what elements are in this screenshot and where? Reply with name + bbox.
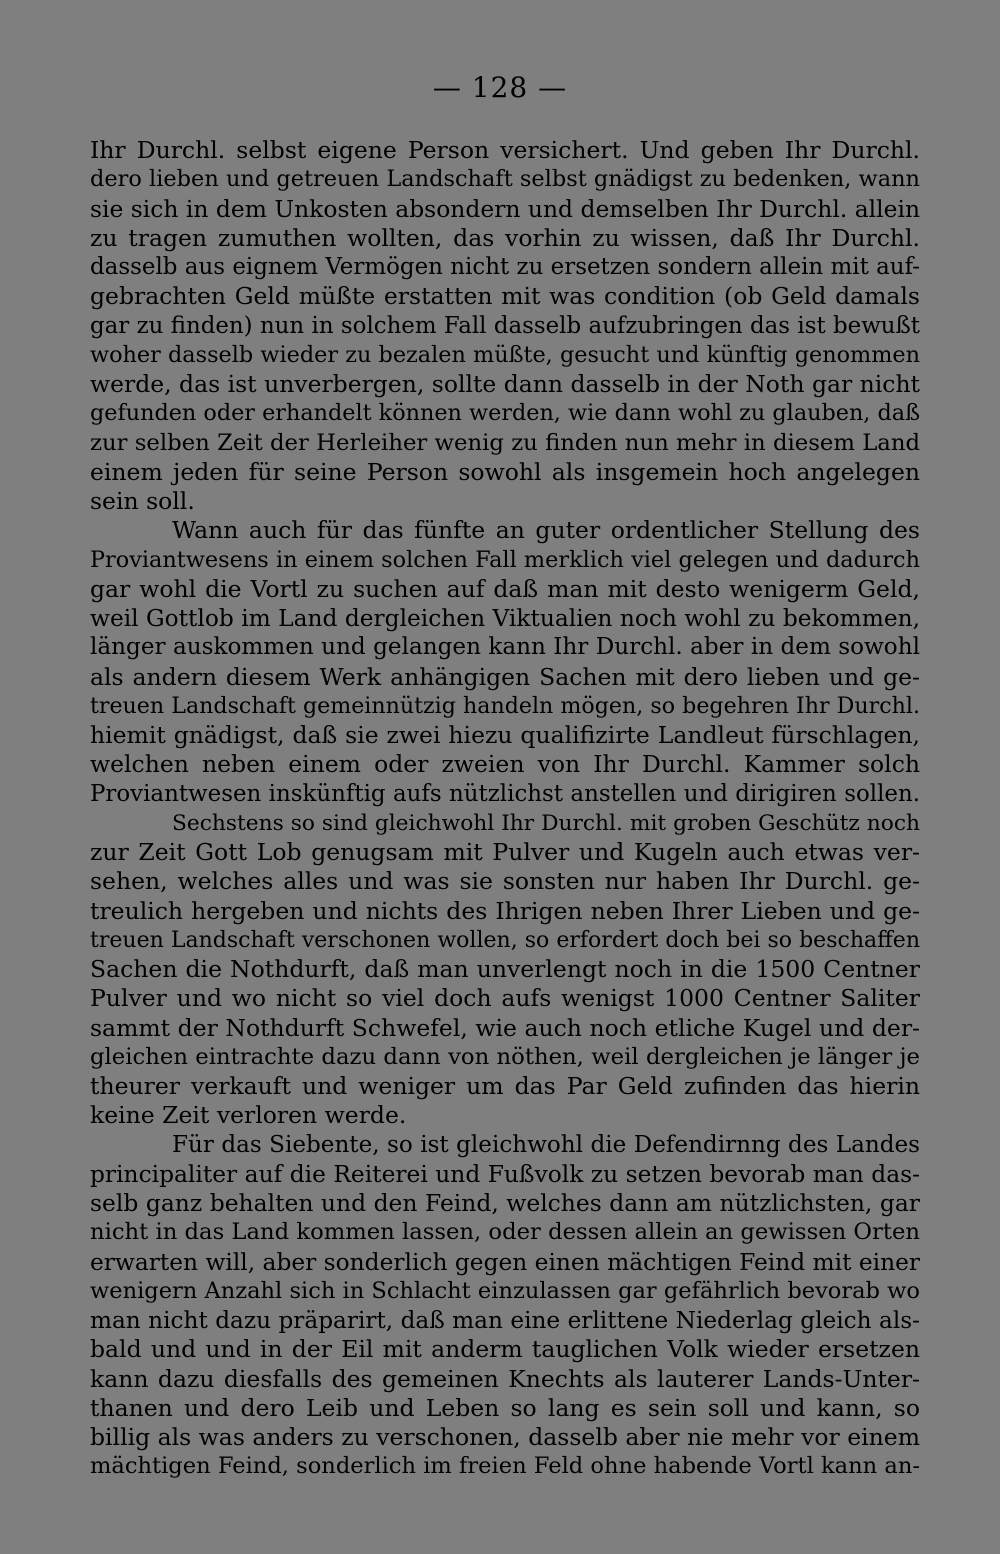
text-line: als andern diesem Werk anhängigen Sachen mit dero lieben und ge- (90, 662, 920, 691)
text-line: thanen und dero Leib und Leben so lang es sein soll und kann, so (90, 1393, 920, 1422)
text-line: bald und und in der Eil mit anderm tauglichen Volk wieder ersetzen (90, 1335, 920, 1364)
text-line: Ihr Durchl. selbst eigene Person versichert. Und geben Ihr Durchl. (90, 136, 920, 164)
text-line: selb ganz behalten und den Feind, welches dann am nützlichsten, gar (90, 1189, 920, 1217)
text-line: treuen Landschaft verschonen wollen, so erfordert doch bei so beschaffen (90, 927, 920, 953)
text-line: gar zu finden) nun in solchem Fall dasselb aufzubringen das ist bewußt (90, 312, 920, 339)
text-line: theurer verkauft und weniger um das Par Geld zufinden das hierin (90, 1072, 920, 1100)
text-line: dero lieben und getreuen Landschaft selbst gnädigst zu bedenken, wann (90, 166, 920, 193)
text-line: sammt der Nothdurft Schwefel, wie auch noch etliche Kugel und der- (90, 1013, 920, 1042)
text-line: gleichen eintrachte dazu dann von nöthen, weil dergleichen je länger je (90, 1043, 920, 1070)
text-line: sein soll. (90, 487, 195, 515)
text-line: billig als was anders zu verschonen, dasselb aber nie mehr vor einem (90, 1423, 920, 1451)
text-line: principaliter auf die Reiterei und Fußvolk zu setzen bevorab man das- (90, 1159, 920, 1188)
text-line: welchen neben einem oder zweien von Ihr Durchl. Kammer solch (90, 750, 920, 779)
text-line: zur selben Zeit der Herleiher wenig zu finden nun mehr in diesem Land (90, 429, 920, 456)
text-line: hiemit gnädigst, daß sie zwei hiezu qualifizirte Landleut fürschlagen, (90, 721, 920, 749)
text-line: Sechstens so sind gleichwohl Ihr Durchl. mit groben Geschütz noch (172, 810, 920, 836)
text-line: Sachen die Nothdurft, daß man unverlengt noch in die 1500 Centner (90, 955, 920, 983)
text-line: gefunden oder erhandelt können werden, wie dann wohl zu glauben, daß (90, 400, 920, 427)
page-number: — 128 — (432, 71, 568, 104)
text-line: kann dazu diesfalls des gemeinen Knechts als lauterer Lands-Unter- (90, 1364, 920, 1393)
text-line: dasselb aus eignem Vermögen nicht zu ersetzen sondern allein mit auf- (90, 254, 920, 280)
text-line: nicht in das Land kommen lassen, oder dessen allein an gewissen Orten (90, 1219, 920, 1246)
text-line: Pulver und wo nicht so viel doch aufs wenigst 1000 Centner Saliter (90, 984, 920, 1013)
text-line: sie sich in dem Unkosten absondern und demselben Ihr Durchl. allein (90, 194, 920, 223)
text-line: Proviantwesen inskünftig aufs nützlichst anstellen und dirigiren sollen. (90, 780, 920, 807)
text-line: einem jeden für seine Person sowohl als insgemein hoch angelegen (90, 457, 920, 486)
text-line: Proviantwesens in einem solchen Fall merklich viel gelegen und dadurch (90, 546, 920, 573)
text-line: Wann auch für das fünfte an guter ordentlicher Stellung des (172, 516, 920, 545)
text-line: gebrachten Geld müßte erstatten mit was condition (ob Geld damals (90, 282, 920, 311)
text-line: zu tragen zumuthen wollten, das vorhin zu wissen, daß Ihr Durchl. (90, 223, 920, 252)
text-line: keine Zeit verloren werde. (90, 1101, 407, 1130)
text-line: werde, das ist unverbergen, sollte dann dasselb in der Noth gar nicht (90, 370, 920, 398)
text-line: erwarten will, aber sonderlich gegen einen mächtigen Feind mit einer (90, 1248, 920, 1276)
body-text (90, 136, 920, 1482)
text-line: weil Gottlob im Land dergleichen Viktualien noch wohl zu bekommen, (90, 605, 920, 632)
text-line: man nicht dazu präparirt, daß man eine erlittene Niederlag gleich als- (90, 1307, 920, 1334)
text-line: wenigern Anzahl sich in Schlacht einzulassen gar gefährlich bevorab wo (90, 1277, 920, 1304)
text-line: zur Zeit Gott Lob genugsam mit Pulver und Kugeln auch etwas ver- (90, 838, 920, 866)
text-line: woher dasselb wieder zu bezalen müßte, gesucht und künftig genommen (90, 341, 920, 368)
text-line: mächtigen Feind, sonderlich im freien Feld ohne habende Vortl kann an- (90, 1453, 920, 1480)
text-line: treulich hergeben und nichts des Ihrigen neben Ihrer Lieben und ge- (90, 896, 920, 925)
text-line: Für das Siebente, so ist gleichwohl die Defendirnng des Landes (172, 1131, 920, 1158)
text-line: treuen Landschaft gemeinnützig handeln mögen, so begehren Ihr Durchl. (90, 692, 920, 719)
text-line: sehen, welches alles und was sie sonsten nur haben Ihr Durchl. ge- (90, 867, 920, 896)
text-line: gar wohl die Vortl zu suchen auf daß man mit desto wenigerm Geld, (90, 574, 920, 603)
text-line: länger auskommen und gelangen kann Ihr Durchl. aber in dem sowohl (90, 634, 920, 661)
